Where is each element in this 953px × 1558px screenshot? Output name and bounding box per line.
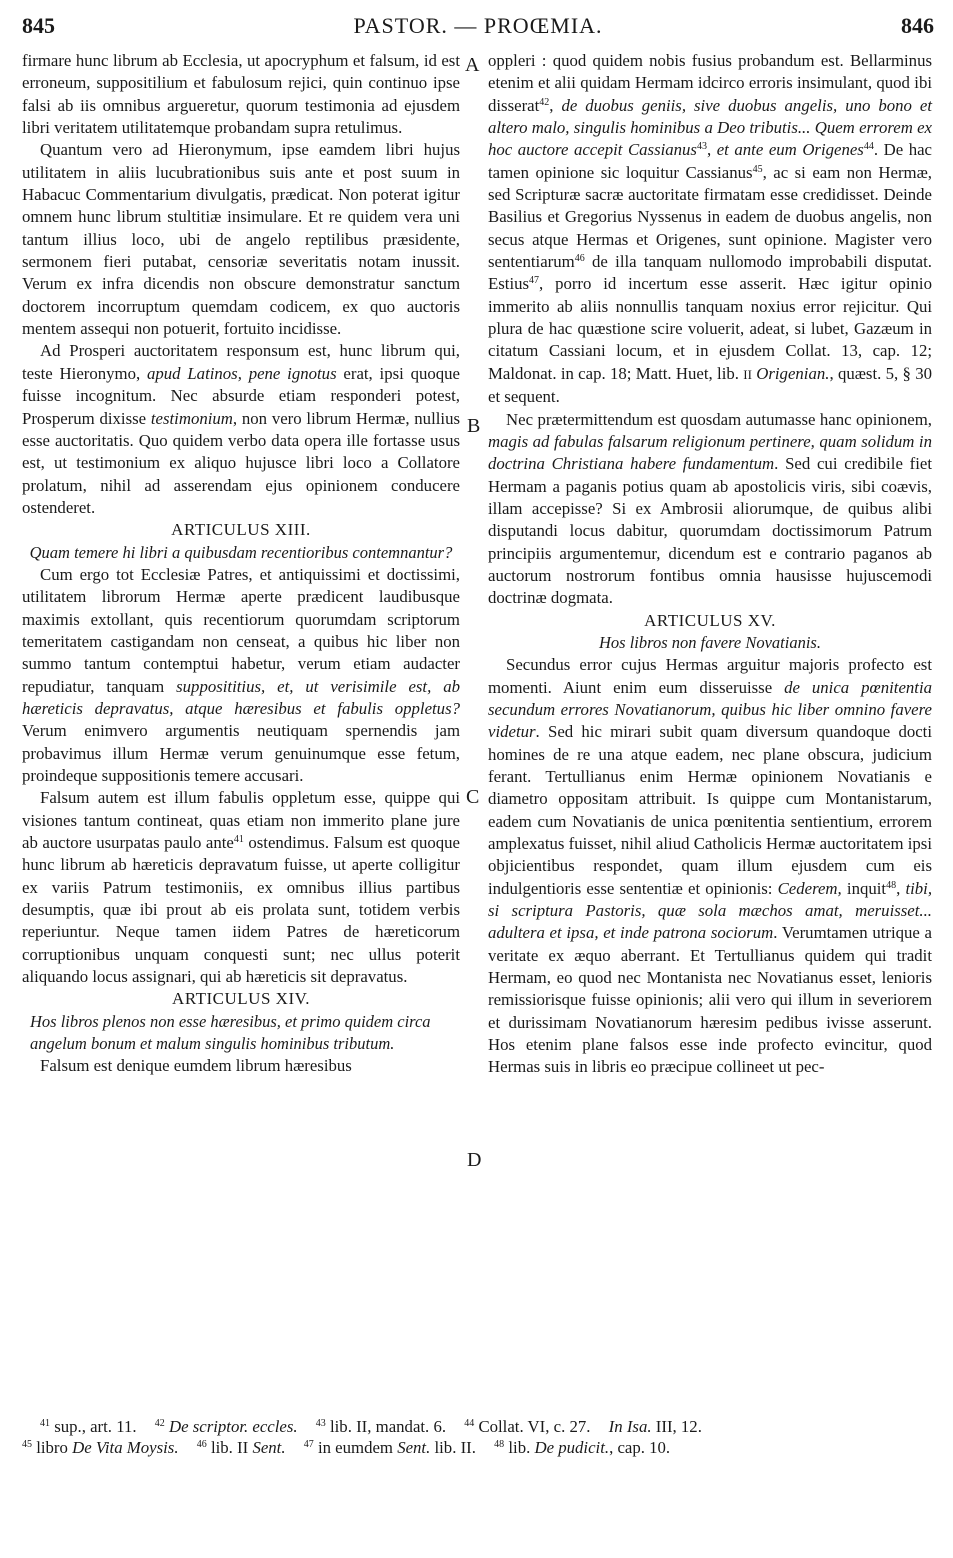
- italic-run: supposititius, et, ut verisimile est, ab hæreticis depravatus, atque hæresibus et fabulis oppletus?: [22, 676, 460, 718]
- footnote-text: De pudicit.: [534, 1438, 610, 1457]
- article-subheading: Hos libros plenos non esse hæresibus, et primo quidem circa angelum bonum et malum singulis hominibus tributum.: [30, 1011, 431, 1054]
- paragraph: [22, 564, 460, 787]
- footnote-text: , cap. 10.: [609, 1438, 671, 1457]
- italic-run: tibi, si scriptura Pastoris, quæ sola mæchos amat, meruisset... adultera et ipsa, et inde patrona sociorum: [488, 878, 933, 943]
- footnote-number: 48: [494, 1439, 505, 1450]
- paragraph: firmare hunc librum ab Ecclesia, ut apocryphum et falsum, id est erroneum, suppositilium et fabulosum rejici, quin continuo ipse falsi ab iis omnibus argueretur, quorum testimonia ad ejusdem libri veritatem utilitatemque probandam supra retulimus.: [22, 51, 460, 138]
- text-run: . De hac tamen opinione sic loquitur Cassianus: [488, 140, 932, 182]
- text-run: Cum ergo tot Ecclesiæ Patres, et antiquissimi et doctissimi, utilitatem librorum Hermæ aperte prædicent laudibusque maximis extollant, quis recentiorum quorumdam scriptorum temeritatem castigandam non censeat, a quibus hic liber non summo tantum contemptui habetur, verum etiam audacter repudiatur, tanquam: [22, 564, 460, 696]
- footnote-ref[interactable]: 46: [574, 253, 585, 265]
- page-number-left: 845: [22, 13, 55, 38]
- text-run: oppleri : quod quidem nobis fusius probandum est. Bellarminus etenim et alii quidam Hermam idcirco erroris insimulant, quod ibi disserat: [488, 51, 932, 115]
- footnote-number: 46: [196, 1439, 207, 1450]
- footnote-ref[interactable]: 48: [886, 879, 897, 891]
- paragraph: [488, 654, 932, 1079]
- text-run: . Sed cui credibile fiet Hermam a paganis potius quam ab apostolicis viris, sibi coævis, illam accepisse? Si ex Ambrosii aliorumque, de quibus alibi disputandi locus dabitur, quorumdam doctissimorum Patrum principiis argumentemur, dicendum est e contrario paganos ab auctorum nostrorum fontibus omnia hausisse hujuscemodi doctrinæ dogmata.: [488, 454, 932, 608]
- footnote-text: De scriptor. eccles.: [168, 1417, 298, 1436]
- text-run: Ad Prosperi auctoritatem responsum est, hunc librum qui, teste Hieronymo,: [22, 341, 460, 383]
- footnote-text: Collat. VI, c. 27.: [478, 1417, 591, 1436]
- footnote-ref[interactable]: 45: [752, 163, 763, 175]
- article-subheading: Hos libros non favere Novatianis.: [599, 632, 821, 652]
- paragraph: [22, 787, 460, 988]
- footnote-number: 44: [464, 1418, 475, 1429]
- italic-run: et ante eum Origenes: [716, 140, 864, 160]
- italic-run: Origenian.: [756, 363, 830, 383]
- footnote-text: sup., art. 11.: [54, 1417, 137, 1436]
- footnote-ref[interactable]: 47: [529, 275, 540, 287]
- paragraph: [488, 50, 932, 409]
- margin-letter-a: A: [465, 54, 480, 76]
- text-run: ,: [549, 95, 562, 115]
- footnote-text: In Isa.: [608, 1417, 652, 1436]
- text-run: , ac si eam non Hermæ, sed Scripturæ sacræ auctoritate firmatam esse credidisset. Deinde Basilius et Gregorius Nyssenus in eadem de duobus angelis, non secus atque Hermas et Origenes, sunt opinione. Magister vero sententiarum: [488, 162, 932, 272]
- footnote-number: 43: [315, 1418, 326, 1429]
- footnote-number: 41: [40, 1418, 50, 1429]
- paragraph: Falsum est denique eumdem librum hæresibus: [40, 1056, 352, 1076]
- article-subheading: Quam temere hi libri a quibusdam recentioribus contemnantur?: [29, 542, 453, 562]
- right-column: [488, 50, 932, 1079]
- footnote-line: [22, 1437, 934, 1458]
- text-run: ostendimus. Falsum est quoque hunc librum ab hæreticis depravatum fuisse, ut aperte colligitur ex variis Patrum testimoniis, ex omnibus illius partibus desumptis, quæ ibi prout ab eis prolata sunt, totidem verbis reperiuntur. Neque tamen iidem Patres de hæreticorum corruptionibus unquam conquesti sunt; nec ullus poterit aliquando locus assignari, qui ab hæreticis sit depravatus.: [22, 833, 460, 987]
- italic-run: de duobus geniis, sive duobus angelis, uno bono et altero malo, singulis hominibus a Deo tributis... Quem errorem ex hoc auctore accepit Cassianus: [488, 95, 932, 160]
- text-run: Nec prætermittendum est quosdam autumasse hanc opinionem,: [506, 409, 932, 429]
- margin-letter-c: C: [466, 786, 480, 808]
- small-caps-run: II: [743, 366, 752, 382]
- italic-run: magis ad fabulas falsarum religionum pertinere, quam solidum in doctrina Christiana habere fundamentum: [488, 431, 932, 474]
- text-run: ,: [896, 878, 906, 898]
- text-run: , non vero librum Hermæ, nullius esse auctoritatis. Quo quidem verbo data opera ille fortasse usus est, ut testimonium ex aliquo hujusce libri loco a Collatore prolatum, nihil ad asserendam ejus opinionem conducere ostenderet.: [22, 408, 460, 517]
- article-heading: ARTICULUS XIV.: [172, 989, 310, 1009]
- text-run: de illa tanquam nullomodo improbabili disputat. Estius: [488, 252, 932, 294]
- left-column: [22, 50, 460, 1078]
- italic-run: de unica pœnitentia secundum errores Novatianorum, quibus hic liber omnino favere videtur: [488, 677, 932, 742]
- text-run: . Verumtamen utrique a veritate ex æquo aberrant. Et Tertullianus quidem qui tradit Hermam, eo quod nec Montanista nec Novatianus esset, lenioris remissiorisque fuisse opinionis; alii vero qui illum in severiorem et durissimam Novatianorum hæresim pedibus ivisse asserunt. Hos etenim plane falsos esse inde profecto evincitur, quod Hermas suis in libris eo præcipue collineet ut pec-: [488, 923, 932, 1077]
- footnote-text: lib. II, mandat. 6.: [329, 1417, 447, 1436]
- text-run: . Sed hic mirari subit quam diversum quandoque docti homines de re una atque eadem, nec plane obscura, judicium ferant. Tertullianus enim Hermæ opinionem Novatianis e diametro oppositam attribuit. Is quippe cum Montanistarum, eadem cum Novatianis de unica pœnitentia sentientium, errorem amplexatus fuisset, nihil aliud Catholicis Hermæ auctoritatem ipsi objicientibus respondet, quam illum ejusdem cum eis indulgentioris esse sententiæ et opinionis:: [488, 722, 932, 898]
- footnote-text: lib.: [508, 1438, 531, 1457]
- article-heading: ARTICULUS XIII.: [171, 520, 311, 540]
- footnote-text: in eumdem: [317, 1438, 393, 1457]
- running-title: PASTOR. — PROŒMIA.: [353, 13, 603, 38]
- footnotes: [22, 1416, 934, 1458]
- text-run: erat, ipsi quoque fuisse incognitum. Nec absurde etiam responderi potest, Prosperum dixisse: [22, 363, 460, 428]
- footnote-ref[interactable]: 44: [863, 141, 874, 153]
- footnote-text: lib. II.: [434, 1438, 476, 1457]
- text-run: Verum enimvero argumentis neutiquam spernendis jam probavimus illum Hermæ verum genuinumque esse fetum, proindeque suppositionis temere accusari.: [22, 721, 460, 785]
- text-run: Secundus error cujus Hermas arguitur majoris profecto est momenti. Aiunt enim eum disseruisse: [488, 655, 932, 697]
- text-run: ,: [706, 140, 717, 160]
- footnote-text: libro: [36, 1438, 68, 1457]
- italic-run: Cederem,: [777, 878, 842, 898]
- italic-run: apud Latinos, pene ignotus: [146, 363, 337, 383]
- footnote-number: 47: [303, 1439, 314, 1450]
- footnote-line: [22, 1416, 934, 1437]
- footnote-text: De Vita Moysis.: [72, 1438, 179, 1457]
- page-number-right: 846: [901, 13, 934, 38]
- running-head: [22, 6, 934, 46]
- footnote-text: III, 12.: [655, 1417, 702, 1436]
- footnote-text: Sent.: [252, 1438, 286, 1457]
- paragraph: [488, 409, 932, 610]
- footnote-ref[interactable]: 41: [233, 834, 244, 846]
- paragraph: Quantum vero ad Hieronymum, ipse eamdem libri hujus utilitatem in aliis lucubrationibus suis ante et post suum in Habacuc Commentarium divulgatis, prædicat. Non poterat igitur omnem hunc librum stultitiæ insimulare. Et re quidem vera uni tantum illius loco, ubi de angelo reptilibus præsidente, sermonem fieri putabat, censoriæ severitatis notam inussit. Verum ex infra dicendis non obscure demonstratur sanctum doctorem incorruptum quemdam codicem, ex quo auctoris mentem assequi non potuerit, fortuito incidisse.: [22, 140, 460, 339]
- text-run: Falsum autem est illum fabulis oppletum esse, quippe qui visiones tantum contineat, quas etiam non immerito plane jure ab auctore usurpatas paulo ante: [22, 788, 460, 853]
- footnote-text: lib. II: [210, 1438, 249, 1457]
- article-heading: ARTICULUS XV.: [644, 610, 776, 630]
- margin-letter-d: D: [467, 1149, 482, 1171]
- footnote-number: 45: [22, 1439, 32, 1450]
- italic-run: testimonium: [150, 408, 233, 428]
- text-run: inquit: [841, 878, 887, 898]
- text-run: , porro id incertum esse asserit. Hæc igitur opinio immerito ab aliis nonnullis tanquam noxius error rejicitur. Qui plura de hac quæstione scire voluerit, adeat, si lubet, Gazæum in citatum Cassiani locum, et in ejusdem Collat. 13, cap. 12; Maldonat. in cap. 18; Matt. Huet, lib.: [488, 274, 932, 383]
- text-run: , quæst. 5, § 30 et sequent.: [488, 363, 932, 407]
- footnote-text: Sent.: [397, 1438, 431, 1457]
- footnote-ref[interactable]: 42: [539, 96, 550, 108]
- paragraph: [22, 340, 460, 519]
- footnote-ref[interactable]: 43: [696, 141, 707, 153]
- margin-letter-b: B: [467, 415, 481, 437]
- footnote-number: 42: [154, 1418, 165, 1429]
